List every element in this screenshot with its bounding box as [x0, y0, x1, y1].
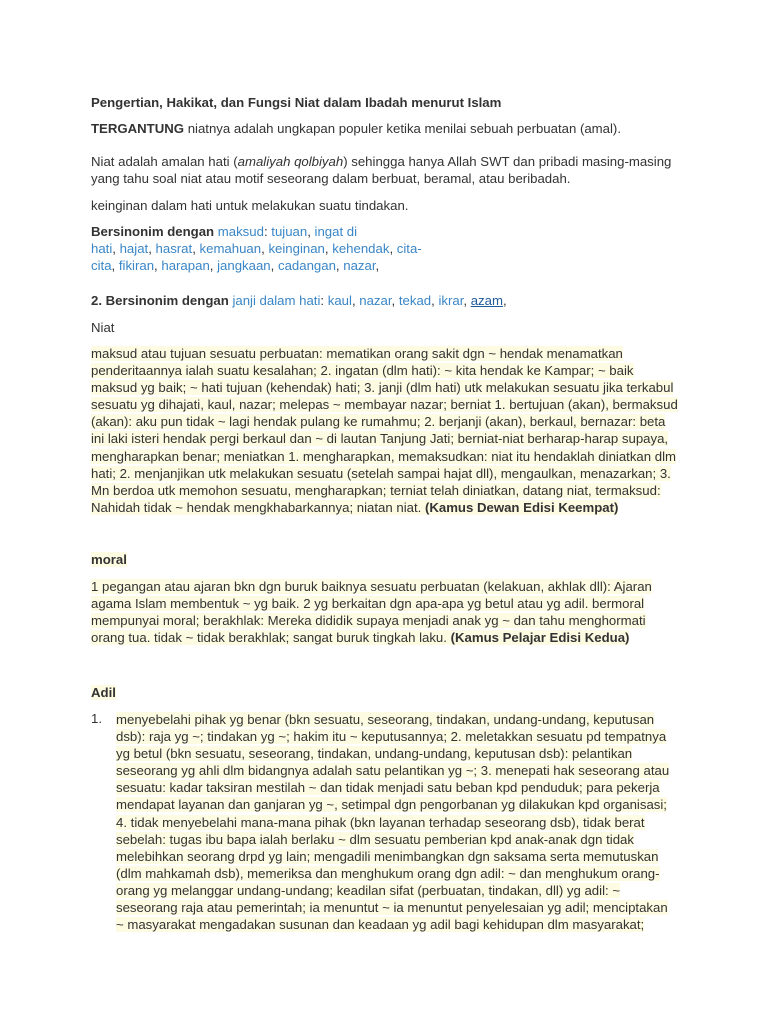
moral-definition: [91, 578, 691, 646]
niat-explanation-paragraph: [91, 153, 671, 187]
synonym-link[interactable]: fikiran: [118, 258, 155, 273]
niat-heading: Niat: [91, 320, 115, 335]
synonym-list-2: [91, 292, 507, 309]
para2-italic: amaliyah qolbiyah: [237, 154, 344, 169]
synonym-link[interactable]: janji dalam hati: [232, 293, 321, 308]
adil-heading: [91, 684, 116, 701]
synonym-link[interactable]: nazar: [343, 258, 376, 273]
adil-definition-line: seseorang yg ahli dlm bidangnya adalah satu pelantikan yg ~; 3. menepati hak seseorang atau: [116, 763, 670, 779]
synonym-link[interactable]: tujuan: [271, 224, 308, 239]
niat-definition-line: Mn berdoa utk memohon sesuatu, mengharapkan; terniat telah diniatkan, datang niat, termaksud:: [91, 482, 661, 498]
moral-definition-line: 1 pegangan atau ajaran bkn dgn buruk baiknya sesuatu perbuatan (kelakuan, akhlak dll): Ajaran: [91, 579, 652, 594]
adil-definition-line: orang yg melanggar undang-undang; keadilan sifat (perbuatan, tindakan, dll) yg adil: ~: [116, 882, 621, 898]
synonym-link[interactable]: cita-: [396, 241, 422, 256]
adil-definition-line: melebihkan seorang drpd yg lain; mengadili menimbangkan dgn saksama serta memutuskan: [116, 848, 659, 864]
synonym-separator: ,: [463, 293, 471, 308]
synonym-link[interactable]: kemahuan: [199, 241, 262, 256]
synonym-link[interactable]: nazar: [359, 293, 392, 308]
synonym-separator: ,: [307, 224, 315, 239]
moral-definition-line: mempunyai moral; berakhlak: Mereka dididik supaya menjadi anak yg ~ dan tahu menghormati: [91, 613, 646, 629]
synonym-separator: ,: [391, 293, 399, 308]
synonym-separator: ,: [375, 258, 380, 273]
niat-definition: [91, 345, 691, 516]
synonym-separator: ,: [209, 258, 218, 273]
adil-definition-line: (dlm mahkamah dsb), memeriksa dan menghukum orang dgn adil: ~ dan menghukum orang-: [116, 865, 660, 881]
synonym-separator: ,: [154, 258, 162, 273]
niat-definition-line: maksud yg baik; ~ hati tujuan (kehendak) hati; 3. janji (dlm hati) utk melakukan sesuatu jika terkabul: [91, 380, 674, 396]
synonym-2-label: 2. Bersinonim dengan: [91, 293, 233, 308]
intro-bold-word: TERGANTUNG: [91, 121, 185, 136]
synonym-1-label: Bersinonim dengan: [91, 224, 218, 239]
niat-definition-line: Nahidah tidak ~ hendak mengkhabarkannya; niatan niat.: [91, 499, 425, 515]
adil-definition: [116, 711, 676, 933]
synonym-separator: ,: [324, 241, 333, 256]
moral-definition-line: agama Islam membentuk ~ yg baik. 2 yg berkaitan dgn apa-apa yg betul atau yg adil. bermoral: [91, 596, 645, 612]
adil-definition-line: menyebelahi pihak yg benar (bkn sesuatu, seseorang, tindakan, undang-undang, keputusan: [116, 712, 655, 727]
synonym-separator: ,: [335, 258, 344, 273]
synonym-link[interactable]: hati: [91, 241, 113, 256]
synonym-list-1: [91, 223, 431, 274]
niat-definition-line: ini laki isteri hendak pergi berkaul dan ~ di lautan Tanjung Jati; berniat-niat berharap-harap supaya,: [91, 431, 669, 447]
synonym-link[interactable]: maksud: [217, 224, 264, 239]
niat-definition-line: maksud atau tujuan sesuatu perbuatan: mematikan orang sakit dgn ~ hendak menamatkan: [91, 346, 623, 361]
synonym-separator: ,: [351, 293, 360, 308]
synonym-link[interactable]: hasrat: [155, 241, 193, 256]
synonym-link[interactable]: tekad: [398, 293, 432, 308]
synonym-2-tail: ,: [502, 293, 507, 308]
moral-definition-line: orang tua. tidak ~ tidak berakhlak; sangat buruk tingkah laku.: [91, 630, 451, 646]
niat-definition-line: sesuatu yg dihajati, kaul, nazar; melepas ~ membayar nazar; berniat 1. bertujuan (akan), bermaksud: [91, 397, 678, 413]
moral-heading: [91, 551, 127, 568]
para2-line2: yang tahu soal niat atau motif seseorang dalam berbuat, beramal, atau beribadah.: [91, 171, 571, 186]
synonym-link[interactable]: harapan: [161, 258, 210, 273]
synonym-link[interactable]: hajat: [119, 241, 149, 256]
synonym-separator: ,: [270, 258, 278, 273]
moral-source: (Kamus Pelajar Edisi Kedua): [450, 630, 630, 646]
adil-definition-line: mendapat layanan dan ganjaran yg ~, setimpal dgn pengorbanan yg dilakukan kpd organisasi;: [116, 797, 667, 813]
para2-text-b: ) sehingga hanya Allah SWT dan pribadi masing-masing: [343, 154, 672, 169]
definition-paragraph: keinginan dalam hati untuk melakukan suatu tindakan.: [91, 198, 409, 213]
adil-definition-line: sesuatu: kadar taksiran mestilah ~ dan tidak menjadi satu beban kpd penduduk; para pekerja: [116, 780, 660, 796]
intro-text: niatnya adalah ungkapan populer ketika menilai sebuah perbuatan (amal).: [184, 121, 621, 136]
synonym-separator: ,: [112, 241, 120, 256]
niat-definition-line: hati; 2. menjanjikan utk melakukan sesuatu (setelah sampai hajat dll), mengaulkan, menazarkan; 3.: [91, 465, 671, 481]
adil-definition-line: dsb): raja yg ~; tindakan yg ~; hakim itu ~ keputusannya; 2. meletakkan sesuatu pd tempatnya: [116, 729, 667, 745]
synonym-link[interactable]: ikrar: [438, 293, 464, 308]
adil-heading-text: Adil: [91, 685, 116, 700]
synonym-link[interactable]: kehendak: [332, 241, 390, 256]
synonym-separator: ,: [431, 293, 439, 308]
adil-definition-line: ~ masyarakat mengadakan susunan dan keadaan yg adil bagi kehidupan dlm masyarakat;: [116, 917, 645, 933]
adil-definition-line: sebelah: tugas ibu bapa ialah berlaku ~ dlm sesuatu pemberian kpd anak-anak dgn tidak: [116, 831, 634, 847]
document-title: Pengertian, Hakikat, dan Fungsi Niat dalam Ibadah menurut Islam: [91, 95, 502, 110]
synonym-separator: ,: [389, 241, 397, 256]
synonym-separator: ,: [192, 241, 200, 256]
synonym-separator: ,: [111, 258, 119, 273]
para2-text-a: Niat adalah amalan hati (: [91, 154, 238, 169]
niat-definition-line: mengharapkan benar; meniatkan 1. mengharapkan, memaksudkan: niat itu hendaklah diniatkan dlm: [91, 448, 677, 464]
adil-definition-line: yg betul (bkn sesuatu, seseorang, tindakan, undang-undang, keputusan dsb): pelantikan: [116, 746, 633, 762]
synonym-separator: :: [263, 224, 272, 239]
synonym-link[interactable]: kaul: [327, 293, 352, 308]
niat-definition-line: penderitaannya ialah suatu kesalahan; 2. ingatan (dlm hati): ~ kita hendak ke Kampar; ~ baik: [91, 363, 634, 379]
list-number: 1.: [91, 711, 102, 726]
niat-source: (Kamus Dewan Edisi Keempat): [424, 499, 619, 515]
synonym-separator: ,: [261, 241, 269, 256]
synonym-separator: ,: [148, 241, 156, 256]
synonym-link-azam[interactable]: azam: [470, 293, 503, 308]
intro-paragraph: [91, 120, 621, 137]
niat-definition-line: (akan): aku pun tidak ~ lagi hendak pulang ke rumahmu; 2. berjanji (akan), berkaul, bernazar: beta: [91, 414, 666, 430]
synonym-link[interactable]: cadangan: [277, 258, 336, 273]
synonym-link[interactable]: ingat di: [314, 224, 358, 239]
synonym-link[interactable]: jangkaan: [217, 258, 271, 273]
adil-definition-line: seseorang raja atau pemerintah; ia menuntut ~ ia menuntut penyelesaian yg adil; menciptakan: [116, 900, 668, 916]
adil-definition-line: 4. tidak menyebelahi mana-mana pihak (bkn layanan terhadap seseorang dsb), tidak berat: [116, 814, 645, 830]
moral-heading-text: moral: [91, 552, 127, 567]
synonym-link[interactable]: keinginan: [268, 241, 325, 256]
synonym-link[interactable]: cita: [91, 258, 112, 273]
synonym-separator: :: [320, 293, 328, 308]
